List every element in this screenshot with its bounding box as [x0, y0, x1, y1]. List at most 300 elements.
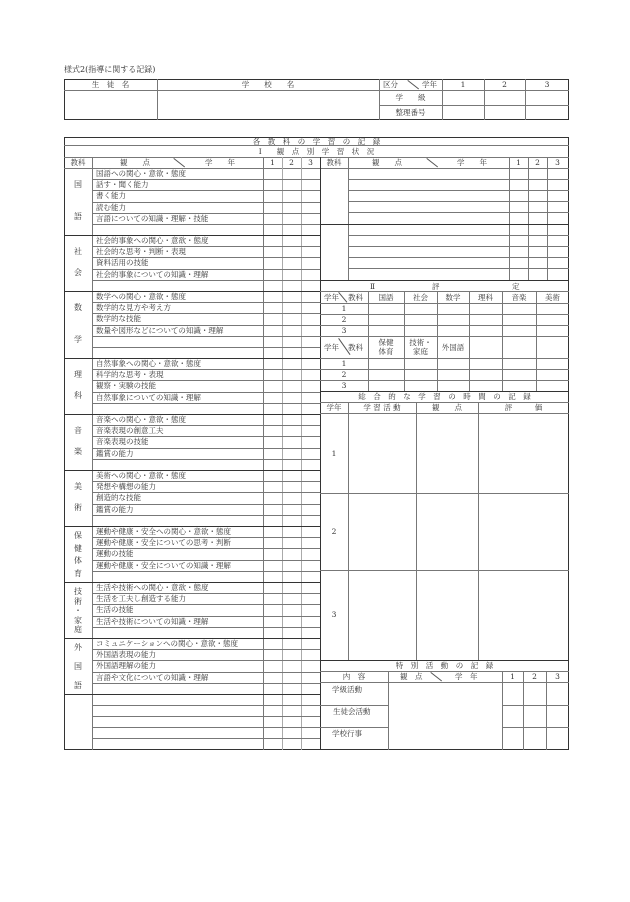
sogo-evaluation-1-field[interactable]: [479, 414, 568, 492]
hyotei-char-1: 評: [432, 282, 440, 291]
hyotei-cell[interactable]: [537, 381, 568, 390]
hyotei-cell[interactable]: [405, 359, 436, 368]
grade-cell-year-2[interactable]: [283, 381, 301, 391]
sogo-year-3: 3: [331, 610, 337, 619]
hyotei-subject: 理科: [478, 293, 493, 302]
grade-cell-year-2[interactable]: [283, 191, 301, 201]
subject-label-char: 術: [74, 503, 82, 512]
row-divider: [92, 627, 320, 628]
viewpoint-item: 数学的な技能: [96, 314, 141, 323]
hyotei-cell[interactable]: [470, 304, 501, 313]
grade-cell-year-1[interactable]: [264, 180, 282, 190]
subject-label-char: 術: [74, 597, 82, 606]
hyotei-subject: 外国語: [441, 343, 465, 352]
col-subject-left: 教科: [70, 158, 86, 167]
subject-label-char: 国: [74, 180, 82, 189]
hyotei-cell[interactable]: [503, 326, 535, 335]
grade-cell-year-1[interactable]: [264, 191, 282, 201]
grade-cell-year-1[interactable]: [264, 650, 282, 660]
subject-label-char: 社: [74, 247, 82, 256]
tokubetsu-year-1: 1: [510, 672, 515, 681]
sogo-viewpoint-2-field[interactable]: [417, 494, 477, 569]
sogo-viewpoint-1-field[interactable]: [417, 414, 477, 492]
divider: [502, 705, 569, 706]
hyotei-cell[interactable]: [438, 359, 468, 368]
grade-cell-year-3[interactable]: [302, 482, 320, 492]
subject-label-char: 保: [74, 531, 82, 540]
viewpoint-item: 言語や文化についての知識・理解: [96, 673, 209, 682]
grade-cell-year-3[interactable]: [302, 247, 320, 257]
sogo-col-activity: 学 習 活 動: [363, 403, 401, 412]
grade-cell-year-2[interactable]: [283, 673, 301, 683]
section-divider: [64, 694, 320, 695]
viewpoint-item: 話す・聞く能力: [96, 180, 149, 189]
col-subject-right: 教科: [326, 158, 342, 167]
grade-cell-year-3[interactable]: [302, 393, 320, 403]
grade-cell-year-3[interactable]: [302, 214, 320, 224]
viewpoint-item: 発想や構想の能力: [96, 482, 156, 491]
grade-cell-year-1[interactable]: [264, 393, 282, 403]
hyotei-cell[interactable]: [369, 370, 403, 379]
grade-cell-year-1[interactable]: [264, 214, 282, 224]
hyotei-cell[interactable]: [503, 359, 535, 368]
row-divider: [92, 683, 320, 684]
grade-cell-year-1[interactable]: [264, 292, 282, 302]
subject-label-char: 健: [74, 544, 82, 553]
hyotei-cell[interactable]: [369, 381, 403, 390]
viewpoint-item: 社会的な思考・判断・表現: [96, 247, 186, 256]
row-divider: [348, 246, 569, 247]
row-divider: [92, 716, 320, 717]
grade-cell-year-1[interactable]: [264, 370, 282, 380]
year-3-header: 3: [308, 158, 313, 167]
col-year-right: 学 年: [457, 158, 487, 167]
row-divider: [348, 190, 569, 191]
viewpoint-item: 数量や図形などについての知識・理解: [96, 326, 224, 335]
grade-cell-year-2[interactable]: [283, 650, 301, 660]
hyotei-cell[interactable]: [438, 381, 468, 390]
viewpoint-item: 外国語表現の能力: [96, 650, 156, 659]
grade-cell-year-2[interactable]: [283, 505, 301, 515]
tokubetsu-col-viewpoint: 観 点: [400, 672, 423, 681]
grade-cell-year-2[interactable]: [283, 203, 301, 213]
grade-cell-year-2[interactable]: [283, 169, 301, 179]
hyotei-cell[interactable]: [438, 315, 468, 324]
divider: [528, 157, 529, 281]
grade-cell-year-2[interactable]: [283, 437, 301, 447]
sogo-activity-3-field[interactable]: [349, 571, 415, 659]
row-divider: [92, 347, 320, 348]
year-2-header: 2: [289, 158, 294, 167]
grade-cell-year-1[interactable]: [264, 482, 282, 492]
hyotei-cell[interactable]: [537, 326, 568, 335]
grade-cell-year-1[interactable]: [264, 639, 282, 649]
subject-label-char: 学: [74, 335, 82, 344]
grade-cell-year-1[interactable]: [264, 415, 282, 425]
divider: [320, 280, 569, 281]
subject-label-char: ・: [74, 606, 82, 615]
grade-cell-year-1[interactable]: [264, 359, 282, 369]
viewpoint-item: 数学的な見方や考え方: [96, 303, 171, 312]
grade-cell-year-3[interactable]: [302, 639, 320, 649]
col-year-left: 学 年: [205, 158, 235, 167]
grade-cell-year-1[interactable]: [264, 236, 282, 246]
grade-cell-year-1[interactable]: [264, 673, 282, 683]
grade-cell-year-2[interactable]: [283, 583, 301, 593]
row-divider: [348, 235, 569, 236]
year-2-header: 2: [535, 158, 540, 167]
hyotei-cell[interactable]: [537, 370, 568, 379]
sogo-col-evaluation: 評 価: [504, 403, 543, 412]
grade-cell-year-3[interactable]: [302, 650, 320, 660]
grade-cell-year-1[interactable]: [264, 449, 282, 459]
grade-cell-year-3[interactable]: [302, 169, 320, 179]
grade-cell-year-1[interactable]: [264, 505, 282, 515]
grade-cell-year-2[interactable]: [283, 594, 301, 604]
grade-cell-year-2[interactable]: [283, 180, 301, 190]
grade-cell-year-1[interactable]: [264, 270, 282, 280]
grade-cell-year-2[interactable]: [283, 482, 301, 492]
grade-cell-year-1[interactable]: [264, 594, 282, 604]
section-divider: [320, 224, 569, 225]
viewpoint-item: 生活や技術への関心・意欲・態度: [96, 583, 209, 592]
grade-cell-year-3[interactable]: [302, 326, 320, 336]
subject-label-char: 会: [74, 268, 82, 277]
grade-cell-year-3[interactable]: [302, 661, 320, 671]
subject-label-char: 美: [74, 482, 82, 491]
subject-label-char: 語: [74, 212, 82, 221]
grade-cell-year-3[interactable]: [302, 538, 320, 548]
grade-cell-year-1[interactable]: [264, 426, 282, 436]
tokubetsu-row-events: 学校行事: [332, 729, 362, 738]
hyotei-cell[interactable]: [470, 381, 501, 390]
sogo-evaluation-2-field[interactable]: [479, 494, 568, 569]
grade-label: 学年: [422, 80, 437, 89]
subject-label-char: 庭: [74, 625, 82, 634]
hyotei-cell[interactable]: [470, 359, 501, 368]
hyotei-cell[interactable]: [438, 326, 468, 335]
grade-cell-year-1[interactable]: [264, 549, 282, 559]
row-divider: [92, 571, 320, 572]
year-1-header: 1: [270, 158, 275, 167]
grade-cell-year-1[interactable]: [264, 247, 282, 257]
grade-cell-year-2[interactable]: [283, 527, 301, 537]
viewpoint-item: 自然事象への関心・意欲・態度: [96, 359, 201, 368]
hyotei-subject: 保健: [378, 338, 394, 347]
grade-cell-year-2[interactable]: [283, 214, 301, 224]
divider: [320, 336, 569, 337]
hyotei-cell[interactable]: [369, 304, 403, 313]
section1-title: Ⅰ 観 点 別 学 習 状 況: [258, 147, 375, 156]
hyotei-subject: 社会: [413, 293, 428, 302]
grade-cell-year-3[interactable]: [302, 370, 320, 380]
divider: [523, 671, 524, 750]
grade-cell-year-2[interactable]: [283, 639, 301, 649]
grade-cell-year-3[interactable]: [302, 203, 320, 213]
viewpoint-item: 美術への関心・意欲・態度: [96, 471, 186, 480]
hyotei-year: 1: [341, 359, 347, 368]
row-divider: [348, 201, 569, 202]
tokubetsu-row-council: 生徒会活動: [333, 707, 371, 716]
grade-cell-year-2[interactable]: [283, 247, 301, 257]
grade-cell-year-2[interactable]: [283, 236, 301, 246]
viewpoint-item: 外国語理解の能力: [96, 661, 156, 670]
row-divider: [92, 705, 320, 706]
divider: [379, 105, 569, 106]
grade-cell-year-2[interactable]: [283, 393, 301, 403]
grade-cell-year-2[interactable]: [283, 303, 301, 313]
viewpoint-item: コミュニケーションへの関心・意欲・態度: [96, 639, 239, 648]
hyotei-cell[interactable]: [405, 370, 436, 379]
sogo-year-1: 1: [331, 449, 337, 458]
hyotei-cell[interactable]: [405, 326, 436, 335]
hyotei-subject: 国語: [378, 293, 394, 302]
grade-cell-year-1[interactable]: [264, 538, 282, 548]
hyotei-subject: 美術: [545, 293, 560, 302]
grade-cell-year-3[interactable]: [302, 527, 320, 537]
school-name-label: 学 校 名: [241, 80, 295, 89]
grade-cell-year-3[interactable]: [302, 236, 320, 246]
viewpoint-item: 言語についての知識・理解・技能: [96, 214, 209, 223]
grade-cell-year-3[interactable]: [302, 180, 320, 190]
tokubetsu-year-3: 3: [555, 672, 560, 681]
hyotei-cell[interactable]: [503, 315, 535, 324]
hyotei-cell[interactable]: [369, 315, 403, 324]
sogo-viewpoint-3-field[interactable]: [417, 571, 477, 659]
row-divider: [348, 212, 569, 213]
viewpoint-item: 運動や健康・安全への関心・意欲・態度: [96, 527, 231, 536]
hyotei-cell[interactable]: [503, 304, 535, 313]
divider: [509, 157, 510, 281]
grade-cell-year-2[interactable]: [283, 326, 301, 336]
grade-cell-year-2[interactable]: [283, 561, 301, 571]
divider: [502, 727, 569, 728]
row-divider: [92, 403, 320, 404]
row-divider: [348, 268, 569, 269]
grade-cell-year-2[interactable]: [283, 471, 301, 481]
tokubetsu-col-content: 内 容: [342, 672, 366, 681]
viewpoint-item: 音楽表現の創意工夫: [96, 426, 164, 435]
year-3-label: 3: [544, 80, 550, 89]
hyotei-cell[interactable]: [369, 326, 403, 335]
subject-label-char: 理: [74, 370, 82, 379]
subject-label-char: 外: [74, 643, 82, 652]
grade-cell-year-3[interactable]: [302, 314, 320, 324]
grade-cell-year-3[interactable]: [302, 449, 320, 459]
school-name-field[interactable]: [158, 91, 379, 119]
corner-subject: 教科: [348, 343, 363, 352]
grade-cell-year-3[interactable]: [302, 617, 320, 627]
grade-cell-year-3[interactable]: [302, 415, 320, 425]
grade-cell-year-2[interactable]: [283, 270, 301, 280]
grade-cell-year-2[interactable]: [283, 292, 301, 302]
grade-cell-year-2[interactable]: [283, 415, 301, 425]
grade-cell-year-2[interactable]: [283, 538, 301, 548]
grade-cell-year-3[interactable]: [302, 561, 320, 571]
grade-cell-year-1[interactable]: [264, 493, 282, 503]
grade-cell-year-2[interactable]: [283, 426, 301, 436]
hyotei-cell[interactable]: [369, 359, 403, 368]
grade-cell-year-2[interactable]: [283, 605, 301, 615]
grade-cell-year-3[interactable]: [302, 594, 320, 604]
grade-cell-year-2[interactable]: [283, 617, 301, 627]
grade-cell-year-3[interactable]: [302, 292, 320, 302]
grade-cell-year-1[interactable]: [264, 583, 282, 593]
viewpoint-item: 社会的事象への関心・意欲・態度: [96, 236, 209, 245]
grade-cell-year-3[interactable]: [302, 437, 320, 447]
divider: [546, 671, 547, 750]
grade-cell-year-1[interactable]: [264, 381, 282, 391]
grade-cell-year-1[interactable]: [264, 437, 282, 447]
grade-cell-year-2[interactable]: [283, 549, 301, 559]
row-divider: [92, 280, 320, 281]
corner-subject: 教科: [348, 293, 363, 302]
tokubetsu-title: 特 別 活 動 の 記 録: [395, 661, 494, 670]
divider: [502, 671, 503, 750]
year-1-label: 1: [460, 80, 466, 89]
grade-cell-year-3[interactable]: [302, 583, 320, 593]
grade-cell-year-3[interactable]: [302, 471, 320, 481]
subject-label-char: 数: [74, 303, 82, 312]
viewpoint-item: 観察・実験の技能: [96, 381, 156, 390]
grade-cell-year-1[interactable]: [264, 326, 282, 336]
viewpoint-item: 生活や技術についての知識・理解: [96, 617, 209, 626]
hyotei-cell[interactable]: [537, 315, 568, 324]
viewpoint-item: 自然事象についての知識・理解: [96, 393, 201, 402]
grade-cell-year-2[interactable]: [283, 314, 301, 324]
hyotei-cell[interactable]: [438, 370, 468, 379]
viewpoint-item: 運動や健康・安全についての知識・理解: [96, 561, 231, 570]
grade-cell-year-3[interactable]: [302, 505, 320, 515]
year-3-header: 3: [555, 158, 560, 167]
grade-cell-year-3[interactable]: [302, 493, 320, 503]
grade-cell-year-3[interactable]: [302, 258, 320, 268]
hyotei-subject: 体育: [378, 347, 394, 356]
tokubetsu-viewpoint-field[interactable]: [389, 683, 501, 749]
reg-no-label: 整理番号: [395, 108, 426, 117]
grade-cell-year-1[interactable]: [264, 527, 282, 537]
subject-label-char: 家: [74, 616, 82, 625]
viewpoint-item: 運動の技能: [96, 549, 134, 558]
hyotei-cell[interactable]: [405, 304, 436, 313]
subject-label-char: 育: [74, 569, 82, 578]
grade-cell-year-1[interactable]: [264, 471, 282, 481]
grade-cell-year-3[interactable]: [302, 303, 320, 313]
hyotei-subject: 数学: [445, 293, 461, 302]
hyotei-subject: 音楽: [511, 293, 527, 302]
hyotei-cell[interactable]: [405, 315, 436, 324]
subject-label-char: 科: [74, 391, 82, 400]
col-viewpoint-right: 観 点: [372, 158, 402, 167]
grade-cell-year-3[interactable]: [302, 426, 320, 436]
year-1-header: 1: [516, 158, 521, 167]
hyotei-cell[interactable]: [537, 304, 568, 313]
tokubetsu-year-2: 2: [532, 672, 537, 681]
grade-cell-year-2[interactable]: [283, 449, 301, 459]
hyotei-subject: 技術・: [409, 338, 432, 347]
form-title: 様式2(指導に関する記録): [64, 65, 156, 74]
year-2-label: 2: [502, 80, 507, 89]
col-viewpoint-left: 観 点: [120, 158, 150, 167]
hyotei-year: 2: [341, 370, 347, 379]
sogo-activity-2-field[interactable]: [349, 494, 415, 569]
grade-cell-year-1[interactable]: [264, 314, 282, 324]
student-name-field[interactable]: [65, 91, 157, 119]
sogo-evaluation-3-field[interactable]: [479, 571, 568, 659]
grade-cell-year-1[interactable]: [264, 561, 282, 571]
grade-cell-year-1[interactable]: [264, 617, 282, 627]
divider: [348, 157, 349, 281]
viewpoint-item: 書く能力: [96, 191, 126, 200]
grade-cell-year-2[interactable]: [283, 661, 301, 671]
viewpoint-item: 運動や健康・安全についての思考・判断: [96, 538, 231, 547]
grade-cell-year-3[interactable]: [302, 381, 320, 391]
subject-label-char: 技: [74, 587, 82, 596]
grade-cell-year-3[interactable]: [302, 549, 320, 559]
grade-cell-year-3[interactable]: [302, 673, 320, 683]
row-divider: [92, 515, 320, 516]
divider: [320, 727, 388, 728]
sogo-title: 総 合 的 な 学 習 の 時 間 の 記 録: [358, 392, 531, 401]
hyotei-cell[interactable]: [503, 370, 535, 379]
subject-label-char: 体: [74, 556, 82, 565]
hyotei-cell[interactable]: [470, 326, 501, 335]
divider: [320, 705, 388, 706]
grade-cell-year-3[interactable]: [302, 605, 320, 615]
sogo-year-2: 2: [331, 527, 337, 536]
grade-cell-year-1[interactable]: [264, 169, 282, 179]
row-divider: [92, 224, 320, 225]
hyotei-roman: Ⅱ: [370, 282, 376, 291]
viewpoint-item: 科学的な思考・表現: [96, 370, 164, 379]
grade-cell-year-2[interactable]: [283, 359, 301, 369]
hyotei-cell[interactable]: [470, 370, 501, 379]
hyotei-cell[interactable]: [537, 359, 568, 368]
subject-label-char: 音: [74, 426, 82, 435]
grade-cell-year-3[interactable]: [302, 359, 320, 369]
hyotei-subject: 家庭: [413, 347, 428, 356]
row-divider: [92, 738, 320, 739]
viewpoint-item: 創造的な技能: [96, 493, 141, 502]
subject-label-char: 国: [74, 662, 82, 671]
grade-cell-year-1[interactable]: [264, 661, 282, 671]
grade-cell-year-3[interactable]: [302, 191, 320, 201]
grade-cell-year-1[interactable]: [264, 303, 282, 313]
hyotei-cell[interactable]: [405, 381, 436, 390]
student-name-label: 生 徒 名: [91, 80, 130, 89]
grade-cell-year-2[interactable]: [283, 493, 301, 503]
viewpoint-item: 国語への関心・意欲・態度: [96, 169, 186, 178]
corner-year: 学年: [324, 293, 339, 302]
grade-cell-year-1[interactable]: [264, 203, 282, 213]
grade-cell-year-1[interactable]: [264, 605, 282, 615]
grade-cell-year-2[interactable]: [283, 258, 301, 268]
viewpoint-item: 音楽への関心・意欲・態度: [96, 415, 186, 424]
grade-cell-year-3[interactable]: [302, 270, 320, 280]
row-divider: [92, 459, 320, 460]
row-divider: [92, 336, 320, 337]
grade-cell-year-1[interactable]: [264, 258, 282, 268]
hyotei-cell[interactable]: [470, 315, 501, 324]
grade-cell-year-2[interactable]: [283, 370, 301, 380]
hyotei-year: 1: [341, 304, 347, 313]
tokubetsu-col-year: 学 年: [455, 672, 478, 681]
class-label: 学 級: [395, 93, 426, 102]
hyotei-cell[interactable]: [503, 381, 535, 390]
hyotei-cell[interactable]: [438, 304, 468, 313]
viewpoint-item: 生活の技能: [96, 605, 134, 614]
sogo-activity-1-field[interactable]: [349, 414, 415, 492]
